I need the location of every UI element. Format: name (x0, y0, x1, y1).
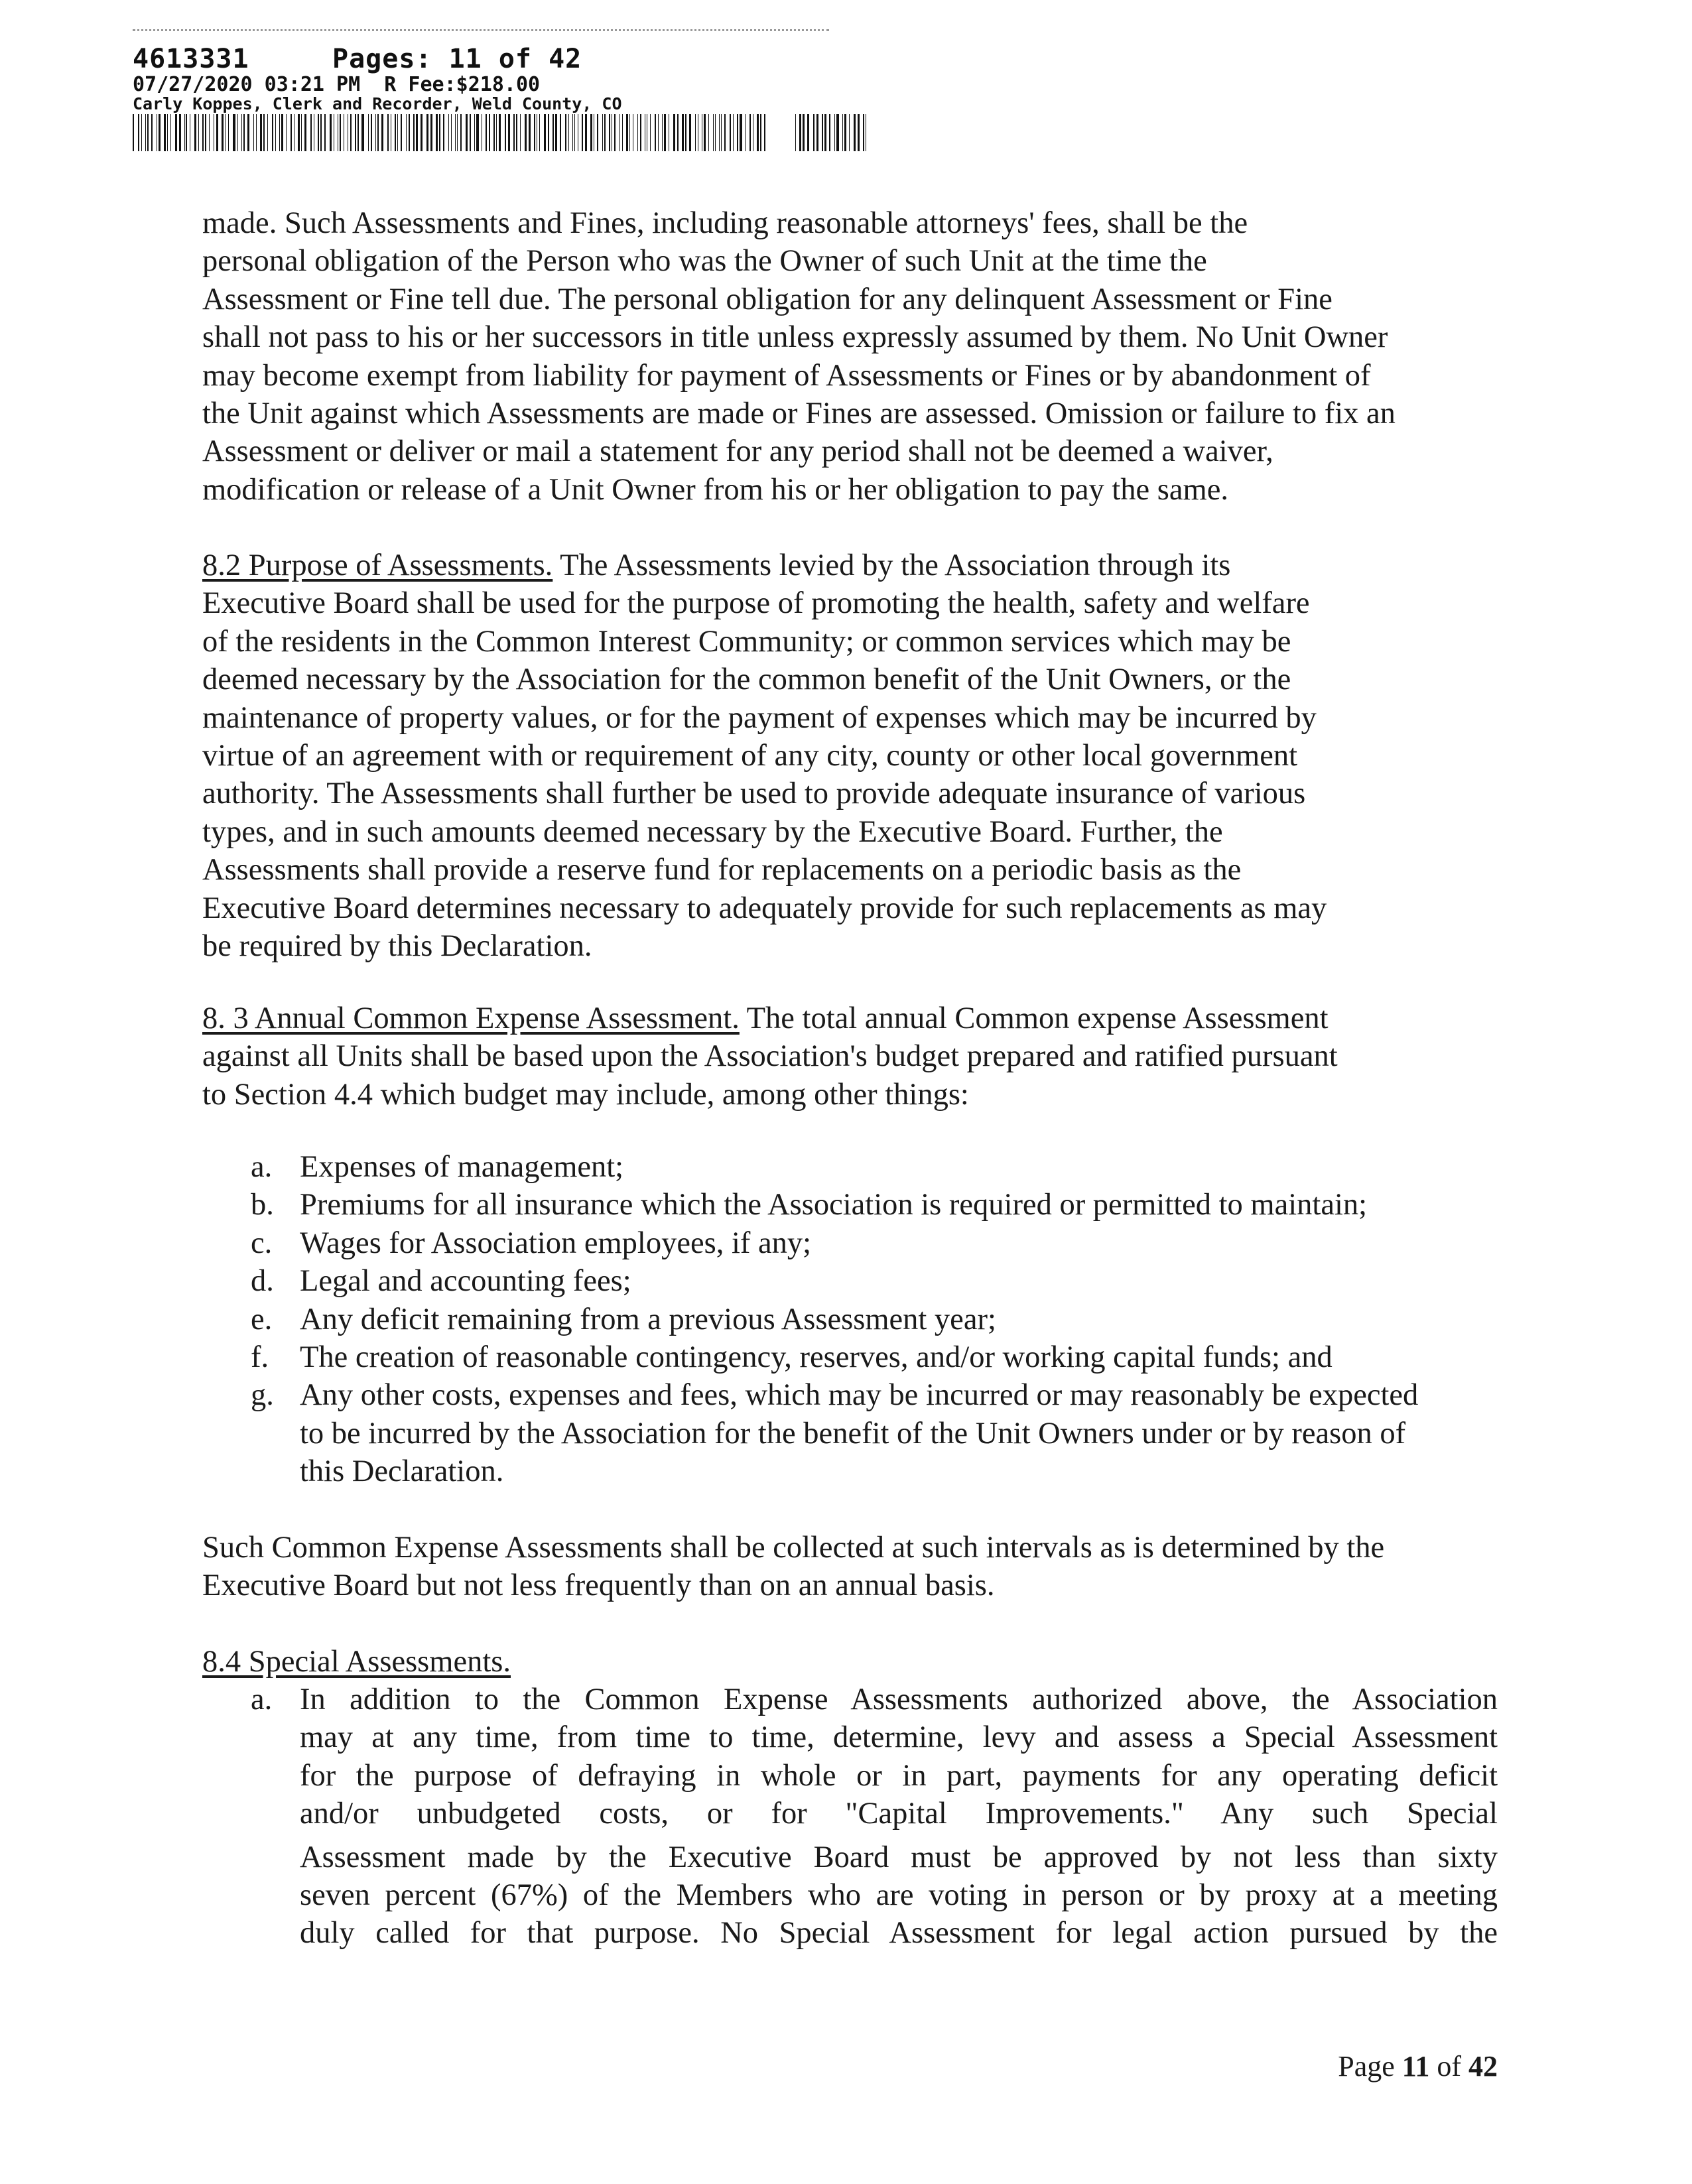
barcode-bar (324, 114, 326, 151)
barcode-bar (548, 114, 550, 151)
barcode-bar (350, 114, 352, 151)
barcode-bar (555, 114, 557, 151)
list-item (251, 1262, 1498, 1300)
pages-count: Pages: 11 of 42 (332, 44, 582, 74)
barcode-bar (368, 114, 369, 151)
barcode-bar (685, 114, 687, 151)
text-line: Executive Board determines necessary to adequately provide for such replacements as may (202, 891, 1327, 925)
barcode-bar (381, 114, 383, 151)
barcode-bar (568, 114, 569, 151)
barcode-bar (310, 114, 312, 151)
text-line: against all Units shall be based upon the Association's budget prepared and ratified pursuant (202, 1039, 1338, 1074)
barcode-bar (457, 114, 458, 151)
text-line: shall not pass to his or her successors in title unless expressly assumed by them. No Unit Owner (202, 320, 1388, 355)
barcode-bar (275, 114, 276, 151)
barcode-bar (619, 114, 620, 151)
barcode-bar (529, 114, 531, 151)
text-line: Executive Board but not less frequently than on an annual basis. (202, 1569, 995, 1603)
barcode-bar (233, 114, 235, 151)
barcode-bar (330, 114, 331, 151)
barcode-bar (272, 114, 273, 151)
barcode-bar (604, 114, 605, 151)
barcode-bar (443, 114, 444, 151)
barcode-bar (682, 114, 684, 151)
section-text: The Assessments levied by the Association through its (553, 548, 1231, 582)
text-line: Assessments shall provide a reserve fund for replacements on a periodic basis as the (202, 853, 1242, 887)
barcode-bar (499, 114, 501, 151)
barcode-bar (539, 114, 540, 151)
barcode-bar (525, 114, 527, 151)
barcode-bar (222, 114, 224, 151)
barcode-bar (175, 114, 177, 151)
barcode-bar (430, 114, 432, 151)
text-line: Expenses of management; (300, 1150, 624, 1184)
barcode-bar (421, 114, 423, 151)
text-line: Assessment or Fine tell due. The personal obligation for any delinquent Assessment or Fine (202, 282, 1333, 316)
barcode-bar (849, 114, 850, 151)
barcode-bar (489, 114, 490, 151)
barcode-bar (779, 114, 780, 151)
text-line: types, and in such amounts deemed necessary by the Executive Board. Further, the (202, 814, 1223, 849)
barcode-bar (669, 114, 670, 151)
section-8-2 (202, 546, 1499, 965)
recorder-name: Carly Koppes, Clerk and Recorder, Weld County, CO (133, 94, 622, 113)
barcode-bar (496, 114, 497, 151)
barcode-bar (151, 114, 153, 151)
list-item (251, 1338, 1498, 1376)
barcode-bar (286, 114, 287, 151)
barcode-bar (713, 114, 714, 151)
barcode-bar (198, 114, 199, 151)
barcode-bar (544, 114, 546, 151)
barcode-bar (799, 114, 801, 151)
special-assessment-list (251, 1681, 1498, 1953)
barcode-bar (647, 114, 648, 151)
barcode-bar (534, 114, 535, 151)
barcode-bar (516, 114, 517, 151)
barcode-bar (470, 114, 472, 151)
barcode-bar (822, 114, 823, 151)
barcode-bar (216, 114, 218, 151)
expense-list (251, 1148, 1498, 1491)
barcode-bar (202, 114, 204, 151)
reception-number: 4613331 (133, 44, 249, 74)
section-8-4 (202, 1643, 1499, 1681)
barcode-bar (773, 114, 775, 151)
list-item (251, 1224, 1498, 1262)
barcode-bar (387, 114, 389, 151)
barcode-bar (609, 114, 610, 151)
barcode-bar (695, 114, 696, 151)
barcode-bar (689, 114, 690, 151)
barcode-bar (279, 114, 280, 151)
list-item (251, 1681, 1498, 1953)
barcode-bar (358, 114, 359, 151)
current-page: 11 (1401, 2050, 1430, 2083)
text-line: may at any time, from time to time, determine, levy and assess a Special Assessment (300, 1720, 1498, 1755)
text-line: for the purpose of defraying in whole or in part, payments for any operating deficit (300, 1758, 1498, 1793)
barcode-bar (361, 114, 363, 151)
barcode-bar (486, 114, 487, 151)
barcode-bar (184, 114, 185, 151)
barcode-bar (866, 114, 867, 151)
text-line: and/or unbudgeted costs, or for "Capital Improvements." Any such Special (300, 1797, 1498, 1831)
list-item (251, 1301, 1498, 1338)
text-line: Legal and accounting fees; (300, 1264, 631, 1299)
barcode-bar (704, 114, 706, 151)
barcode-bar (460, 114, 462, 151)
barcode-bar (320, 114, 322, 151)
barcode-bar (186, 114, 187, 151)
barcode-bar (340, 114, 341, 151)
barcode (133, 114, 869, 151)
text-line: deemed necessary by the Association for the common benefit of the Unit Owners, or the (202, 663, 1291, 697)
barcode-bar (745, 114, 746, 151)
barcode-bar (629, 114, 630, 151)
barcode-bar (602, 114, 603, 151)
list-item (251, 1148, 1498, 1186)
barcode-bar (786, 114, 788, 151)
of-label: of (1437, 2050, 1461, 2083)
barcode-bar (167, 114, 168, 151)
text-line: Assessment or deliver or mail a statement for any period shall not be deemed a waiver, (202, 434, 1273, 469)
text-line: In addition to the Common Expense Assessments authorized above, the Association (300, 1683, 1498, 1716)
text-line: Such Common Expense Assessments shall be collected at such intervals as is determined by the (202, 1531, 1385, 1565)
text-line: this Declaration. (300, 1454, 504, 1489)
barcode-bar (194, 114, 196, 151)
barcode-bar (474, 114, 475, 151)
list-letter: e. (251, 1302, 273, 1336)
text-line: the Unit against which Assessments are made or Fines are assessed. Omission or failure to fix an (202, 397, 1396, 431)
barcode-bar (145, 114, 146, 151)
barcode-bar (413, 114, 415, 151)
barcode-bar (436, 114, 438, 151)
section-heading: 8.4 Special Assessments. (202, 1645, 511, 1679)
barcode-bar (281, 114, 283, 151)
barcode-bar (397, 114, 398, 151)
text-line: personal obligation of the Person who was the Owner of such Unit at the time the (202, 244, 1207, 279)
barcode-bar (228, 114, 229, 151)
barcode-bar (565, 114, 567, 151)
barcode-bar (614, 114, 616, 151)
barcode-bar (582, 114, 583, 151)
barcode-bar (298, 114, 300, 151)
barcode-bar (585, 114, 587, 151)
text-line: to be incurred by the Association for the benefit of the Unit Owners under or by reason of (300, 1416, 1406, 1450)
barcode-bar (715, 114, 716, 151)
barcode-bar (708, 114, 709, 151)
barcode-bar (813, 114, 814, 151)
barcode-bar (677, 114, 679, 151)
barcode-bar (466, 114, 468, 151)
text-line: may become exempt from liability for payment of Assessments or Fines or by abandonment of (202, 358, 1371, 393)
list-item (251, 1376, 1498, 1490)
barcode-bar (824, 114, 826, 151)
barcode-bar (572, 114, 573, 151)
text-line: authority. The Assessments shall further be used to provide adequate insurance of various (202, 777, 1306, 811)
barcode-bar (769, 114, 771, 151)
text-line: be required by this Declaration. (202, 929, 592, 964)
list-letter: a. (251, 1150, 273, 1184)
text-line: seven percent (67%) of the Members who are voting in person or by proxy at a meeting (300, 1878, 1498, 1913)
barcode-bar (455, 114, 456, 151)
barcode-bar (243, 114, 245, 151)
barcode-bar (792, 114, 793, 151)
barcode-bar (698, 114, 699, 151)
barcode-bar (719, 114, 720, 151)
barcode-bar (781, 114, 783, 151)
section-8-3 (202, 999, 1499, 1114)
text-line: Any deficit remaining from a previous Assessment year; (300, 1302, 996, 1336)
barcode-bar (626, 114, 628, 151)
list-letter: d. (251, 1264, 274, 1299)
barcode-bar (263, 114, 265, 151)
barcode-bar (844, 114, 846, 151)
barcode-bar (141, 114, 142, 151)
recording-stamp-line1 (133, 44, 582, 74)
barcode-bar (209, 114, 210, 151)
barcode-bar (179, 114, 180, 151)
text-line: made. Such Assessments and Fines, including reasonable attorneys' fees, shall be the (202, 206, 1248, 240)
barcode-bar (662, 114, 663, 151)
barcode-bar (730, 114, 731, 151)
barcode-bar (406, 114, 407, 151)
barcode-bar (724, 114, 726, 151)
barcode-bar (377, 114, 379, 151)
barcode-bar (673, 114, 675, 151)
page-number (1338, 2049, 1498, 2083)
paragraph-assessments-obligation (202, 204, 1499, 509)
barcode-bar (253, 114, 254, 151)
barcode-bar (318, 114, 319, 151)
barcode-bar (650, 114, 651, 151)
barcode-bar (757, 114, 759, 151)
barcode-bar (764, 114, 765, 151)
paragraph-collection-intervals (202, 1529, 1499, 1605)
page-label: Page (1338, 2050, 1395, 2083)
barcode-bar (858, 114, 860, 151)
barcode-bar (590, 114, 592, 151)
barcode-bar (640, 114, 641, 151)
barcode-bar (451, 114, 452, 151)
list-letter: g. (251, 1378, 274, 1413)
barcode-bar (553, 114, 554, 151)
barcode-bar (355, 114, 357, 151)
barcode-bar (721, 114, 722, 151)
barcode-bar (508, 114, 510, 151)
barcode-bar (133, 114, 134, 151)
text-line: Premiums for all insurance which the Association is required or permitted to maintain; (300, 1188, 1368, 1222)
barcode-bar (664, 114, 666, 151)
text-line: to Section 4.4 which budget may include, among other things: (202, 1077, 969, 1112)
barcode-bar (760, 114, 761, 151)
barcode-bar (164, 114, 165, 151)
barcode-bar (247, 114, 249, 151)
barcode-bar (842, 114, 844, 151)
barcode-bar (733, 114, 734, 151)
list-letter: f. (251, 1340, 269, 1375)
list-letter: a. (251, 1683, 273, 1716)
text-line: virtue of an agreement with or requirement of any city, county or other local government (202, 739, 1298, 773)
barcode-bar (426, 114, 428, 151)
barcode-bar (439, 114, 440, 151)
barcode-bar (159, 114, 161, 151)
barcode-bar (170, 114, 171, 151)
text-line: Executive Board shall be used for the purpose of promoting the health, safety and welfare (202, 586, 1310, 621)
text-line: The creation of reasonable contingency, reserves, and/or working capital funds; and (300, 1340, 1333, 1375)
text-line: duly called for that purpose. No Special Assessment for legal action pursued by the (300, 1916, 1498, 1951)
section-heading: 8. 3 Annual Common Expense Assessment. (202, 1001, 740, 1035)
barcode-bar (391, 114, 392, 151)
barcode-bar (401, 114, 403, 151)
barcode-bar (448, 114, 449, 151)
text-line: Wages for Association employees, if any; (300, 1226, 812, 1260)
barcode-bar (304, 114, 306, 151)
text-line: modification or release of a Unit Owner from his or her obligation to pay the same. (202, 472, 1228, 507)
barcode-bar (138, 114, 139, 151)
barcode-bar (260, 114, 262, 151)
barcode-bar (836, 114, 838, 151)
list-letter: c. (251, 1226, 273, 1260)
barcode-bar (829, 114, 830, 151)
barcode-bar (416, 114, 418, 151)
barcode-bar (749, 114, 751, 151)
barcode-bar (520, 114, 521, 151)
list-letter: b. (251, 1188, 274, 1222)
barcode-bar (225, 114, 226, 151)
scan-artifact (133, 29, 829, 33)
total-pages: 42 (1468, 2050, 1498, 2083)
text-line: Any other costs, expenses and fees, which may be incurred or may reasonably be expected (300, 1378, 1419, 1413)
barcode-bar (147, 114, 149, 151)
list-item (251, 1186, 1498, 1224)
barcode-bar (863, 114, 864, 151)
barcode-bar (371, 114, 372, 151)
recording-datetime-fee: 07/27/2020 03:21 PM R Fee:$218.00 (133, 73, 541, 96)
barcode-bar (622, 114, 623, 151)
barcode-bar (267, 114, 268, 151)
barcode-bar (493, 114, 495, 151)
barcode-bar (513, 114, 515, 151)
barcode-bar (291, 114, 292, 151)
barcode-bar (658, 114, 659, 151)
barcode-bar (597, 114, 598, 151)
section-heading: 8.2 Purpose of Assessments. (202, 548, 553, 582)
barcode-bar (256, 114, 257, 151)
barcode-bar (205, 114, 206, 151)
barcode-bar (737, 114, 738, 151)
section-text: The total annual Common expense Assessment (739, 1001, 1329, 1035)
barcode-bar (241, 114, 243, 151)
barcode-bar (740, 114, 742, 151)
barcode-bar (574, 114, 575, 151)
text-line: Assessment made by the Executive Board must be approved by not less than sixty (300, 1840, 1498, 1874)
barcode-bar (807, 114, 809, 151)
barcode-bar (637, 114, 638, 151)
barcode-bar (301, 114, 302, 151)
barcode-bar (476, 114, 478, 151)
barcode-bar (834, 114, 835, 151)
text-line: maintenance of property values, or for the payment of expenses which may be incurred by (202, 700, 1317, 735)
text-line: of the residents in the Common Interest Community; or common services which may be (202, 624, 1291, 659)
barcode-bar (803, 114, 805, 151)
barcode-bar (655, 114, 656, 151)
barcode-bar (854, 114, 856, 151)
barcode-bar (505, 114, 506, 151)
barcode-bar (795, 114, 797, 151)
barcode-bar (237, 114, 238, 151)
barcode-bar (816, 114, 818, 151)
barcode-bar (375, 114, 377, 151)
